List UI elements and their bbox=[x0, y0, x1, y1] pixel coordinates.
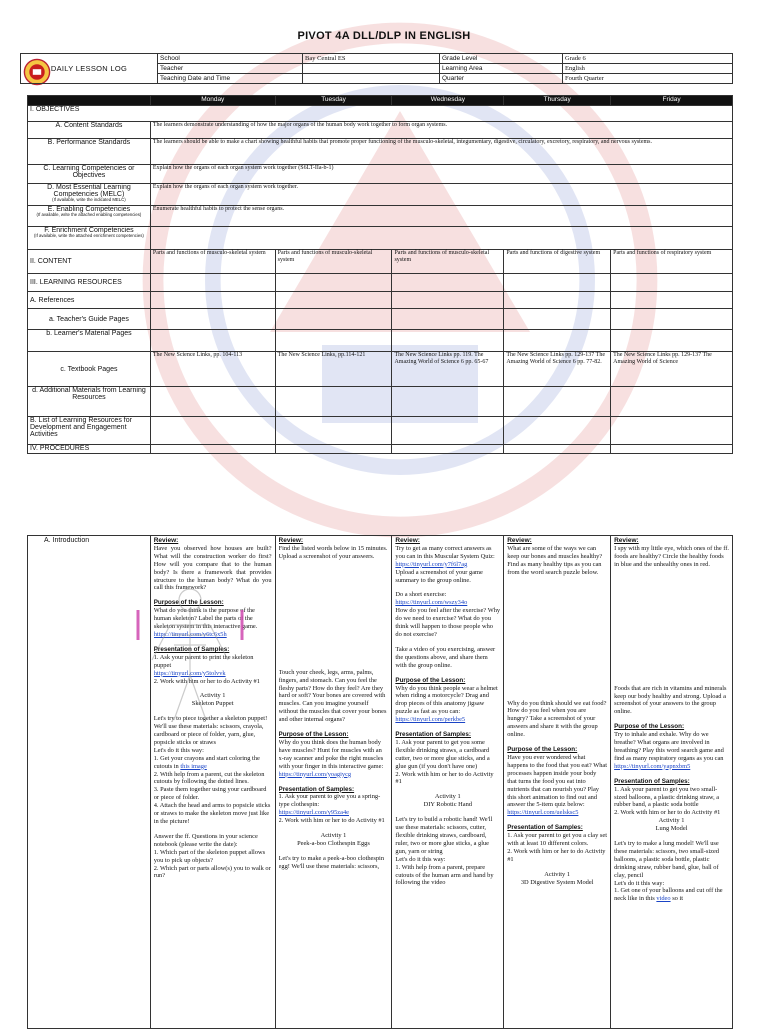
fri-step-1-end: so it bbox=[672, 895, 684, 903]
header-table bbox=[20, 53, 733, 84]
wed-step-1: 1. With help from a parent, prepare cutouts of the human arm and hand by following the video bbox=[395, 863, 494, 887]
wed-video-text: Take a video of you exercising, answer the questions above, and share them with the group online. bbox=[395, 645, 496, 669]
wed-activity-label: Activity 1 bbox=[434, 793, 461, 801]
wed-link-exercise[interactable]: https://tinyurl.com/wszy34o bbox=[395, 599, 468, 607]
tue-wordsearch-space bbox=[279, 561, 389, 669]
tue-samples-1: 1. Ask your parent to give you a spring-type clothespin: bbox=[278, 793, 381, 809]
date-value bbox=[303, 74, 440, 84]
thu-puzzle-space bbox=[507, 577, 607, 700]
thu-purpose-heading: Purpose of the Lesson: bbox=[507, 746, 578, 754]
wed-samples-1: 1. Ask your parent to get you some flexible drinking straws, a cardboard cutter, two or more glue sticks, and a glue gun (if you don't have one) bbox=[395, 738, 490, 770]
wed-act-howto: Let's do it this way: bbox=[395, 855, 446, 863]
day-thursday: Thursday bbox=[504, 96, 611, 106]
content-fri: Parts and functions of respiratory system bbox=[611, 250, 733, 274]
mon-step-2: 2. With help from a parent, cut the skeleton cutouts by following the dotted lines. bbox=[153, 770, 265, 786]
fri-samples-1: 1. Ask your parent to get you two small-sized balloons, a plastic drinking straw, a rubber band, a plastic soda bottle bbox=[614, 785, 720, 809]
mon-purpose-heading: Purpose of the Lesson: bbox=[153, 599, 224, 607]
tue-touch-text: Touch your cheek, legs, arms, palms, fingers, and stomach. Can you feel the fleshy parts? How do they feel? Are they hard or soft? Your bones are covered with muscles. Can you imagine yourself without the muscles that cover your bones and other internal organs? bbox=[278, 668, 387, 724]
skeleton-puppet-image bbox=[130, 580, 250, 730]
tue-purpose-text: Why do you think does the human body have muscles? Hunt for muscles with an x-ray scanner and poke the right muscles with your finger in this interactive game: bbox=[278, 738, 384, 770]
thu-purpose-text: Have you ever wondered what happens to the food that you eat? What processes happen inside your body that turns the food you eat into nutrients that can nourish you? Play this short animation to find out and answer the 5-item quiz below: bbox=[507, 753, 608, 809]
melc-label: D. Most Essential Learning Competencies (MELC) bbox=[47, 184, 131, 198]
page-title: PIVOT 4A DLL/DLP IN ENGLISH bbox=[297, 30, 471, 42]
wed-act-materials: Let's try to build a robotic hand! We'll use these materials: scissors, cutter, flexible drinking straws, cardboard, ruler, two or more glue sticks, a glue gun, yarn or string bbox=[395, 816, 493, 855]
enrich-label-cell bbox=[28, 227, 151, 250]
fri-act-materials: Let's try to make a lung model! We'll use these materials: scissors, two small-sized balloons, a plastic soda bottle, plastic drinking straw, rubber band, glue, ball of clay, pencil bbox=[614, 840, 719, 879]
tb-tue: The New Science Links, pp.114-121 bbox=[275, 352, 392, 387]
enrich-text bbox=[150, 227, 732, 250]
enabling-text: Enumerate healthful habits to protect the sense organs. bbox=[150, 206, 732, 227]
tue-link-clothespin[interactable]: https://tinyurl.com/y95za4e bbox=[278, 809, 349, 817]
lc-label: C. Learning Competencies or Objectives bbox=[28, 165, 151, 184]
melc-note: (If available, write the indicated MELC) bbox=[52, 197, 126, 202]
melc-label-cell bbox=[28, 184, 151, 206]
mon-samples-1: 1. Ask your parent to print the skeleton puppet bbox=[153, 653, 254, 669]
day-tuesday: Tuesday bbox=[275, 96, 392, 106]
fri-link-video[interactable]: video bbox=[656, 895, 671, 903]
content-tue: Parts and functions of musculo-skeletal system bbox=[275, 250, 392, 274]
procedures-label: IV. PROCEDURES bbox=[28, 445, 151, 454]
intro-tuesday bbox=[275, 536, 392, 1029]
mon-act-howto: Let's do it this way: bbox=[153, 746, 204, 754]
intro-friday bbox=[611, 536, 733, 1029]
tue-review-text: Find the listed words below in 15 minutes. Upload a screenshot of your answers. bbox=[278, 544, 388, 560]
school-label: School bbox=[158, 54, 303, 64]
mon-activity-title: Skeleton Puppet bbox=[191, 700, 234, 708]
wed-exercise-text: Do a short exercise: bbox=[395, 591, 447, 599]
mon-link-image[interactable]: this image bbox=[180, 762, 207, 770]
tb-mon: The New Science Links, pp. 104-113 bbox=[150, 352, 275, 387]
wed-purpose-heading: Purpose of the Lesson: bbox=[395, 676, 466, 684]
perf-std-label: B. Performance Standards bbox=[28, 139, 151, 165]
fri-foods-text: Foods that are rich in vitamins and minerals keep our body healthy and strong. Upload a screenshot of your answers to the group online. bbox=[614, 684, 727, 716]
area-value: English bbox=[563, 64, 733, 74]
school-value: Bay Central ES bbox=[303, 54, 440, 64]
tb-thu: The New Science Links pp. 129-137 The Amazing World of Science 6 pp. 77-82. bbox=[504, 352, 611, 387]
fri-review-text: I spy with my little eye, which ones of the ff. foods are healthy? Circle the healthy foods in blue and the unhealthy ones in red. bbox=[614, 544, 729, 568]
thu-activity-label: Activity 1 bbox=[544, 870, 571, 878]
tue-samples-2: 2. Work with him or her to do Activity #1 bbox=[278, 817, 385, 825]
teacher-value bbox=[303, 64, 440, 74]
mon-step-3: 3. Paste them together using your cardboard or piece of folder. bbox=[153, 786, 267, 802]
enrich-note: (If available, write the attached enrichment competencies) bbox=[33, 233, 144, 238]
fri-step-1-wrap bbox=[614, 887, 729, 903]
area-label: Learning Area bbox=[440, 64, 563, 74]
tb-fri: The New Science Links pp. 129-137 The Amazing World of Science bbox=[611, 352, 733, 387]
fri-activity-label: Activity 1 bbox=[658, 817, 685, 825]
content-wed: Parts and functions of musculo-skeletal system bbox=[392, 250, 504, 274]
objectives-heading: I. OBJECTIVES bbox=[28, 106, 733, 122]
mon-question-1: 1. Which part of the skeleton puppet allows you to pick up objects? bbox=[153, 848, 266, 864]
content-std: The learners demonstrate understanding of how the major organs of the human body work together to form organ systems. bbox=[150, 122, 732, 139]
mon-review-heading: Review: bbox=[153, 537, 179, 544]
tue-activity-title: Peek-a-boo Clothespin Eggs bbox=[297, 839, 370, 847]
fri-activity-title: Lung Model bbox=[655, 825, 688, 833]
lesson-table bbox=[27, 95, 733, 454]
tb-wed: The New Science Links pp. 119. The Amazing World of Science 6 pp. 65-67 bbox=[392, 352, 504, 387]
wed-upload-text: Upload a screenshot of your game summary to the group online. bbox=[395, 568, 483, 584]
tb-label: c. Textbook Pages bbox=[28, 352, 151, 387]
enabling-label: E. Enabling Competencies bbox=[47, 206, 131, 213]
thu-samples-heading: Presentation of Samples: bbox=[507, 824, 583, 832]
fri-link-wordsearch[interactable]: https://tinyurl.com/yapnxbm5 bbox=[614, 762, 691, 770]
fri-act-howto: Let's do it this way: bbox=[614, 879, 665, 887]
thu-review-heading: Review: bbox=[507, 537, 532, 544]
add-label: d. Additional Materials from Learning Resources bbox=[28, 387, 151, 417]
wed-purpose-text: Why do you think people wear a helmet when riding a motorcycle? Drag and drop pieces of this anatomy jigsaw puzzle as fast as you can: bbox=[395, 684, 498, 716]
content-mon: Parts and functions of musculo-skeletal system bbox=[150, 250, 275, 274]
quarter-value: Fourth Quarter bbox=[563, 74, 733, 84]
teacher-label: Teacher bbox=[158, 64, 303, 74]
dll-label: DAILY LESSON LOG bbox=[21, 54, 158, 84]
intro-wednesday bbox=[392, 536, 504, 1029]
thu-food-text: Why do you think should we eat food? How do you feel when you are hungry? Take a screenshot of your answers and share it with the group online. bbox=[507, 699, 607, 739]
mon-purpose-text: What do you think is the purpose of the human skeleton? Label the parts of the skeleton system in this interactive game. bbox=[153, 607, 258, 631]
enrich-label: F. Enrichment Competencies bbox=[44, 227, 134, 234]
mon-questions: Answer the ff. Questions in your science notebook (please write the date): bbox=[153, 832, 258, 848]
content-std-label: A. Content Standards bbox=[28, 122, 151, 139]
wed-samples-heading: Presentation of Samples: bbox=[395, 731, 471, 739]
content-label: II. CONTENT bbox=[28, 250, 151, 274]
thu-samples-1: 1. Ask your parent to get you a clay set with at least 10 different colors. bbox=[507, 832, 607, 848]
fri-purpose-text: Try to inhale and exhale. Why do we breathe? What organs are involved in breathing? Play this word search game and find as many respiratory organs as you can bbox=[614, 731, 724, 762]
fri-review-heading: Review: bbox=[614, 537, 639, 544]
fri-foods-space bbox=[614, 569, 729, 685]
resources-label: III. LEARNING RESOURCES bbox=[28, 274, 151, 292]
date-label: Teaching Date and Time bbox=[158, 74, 303, 84]
mon-step-1-wrap bbox=[154, 755, 272, 771]
references-label: A. References bbox=[28, 292, 151, 309]
mon-question-2: 2. Which part or parts allow(s) you to walk or run? bbox=[153, 864, 271, 880]
fri-samples-heading: Presentation of Samples: bbox=[614, 777, 690, 785]
mon-step-4: 4. Attach the head and arms to popsicle sticks or straws to make the skeleton move just like in the picture! bbox=[153, 802, 271, 825]
mon-activity-label: Activity 1 bbox=[199, 692, 226, 700]
day-monday: Monday bbox=[150, 96, 275, 106]
wed-samples-2: 2. Work with him or her to do Activity #1 bbox=[395, 770, 494, 786]
fri-step-1: 1. Get one of your balloons and cut off the neck like in this bbox=[614, 887, 723, 903]
grade-value: Grade 6 bbox=[563, 54, 733, 64]
fri-samples-2: 2. Work with him or her to do Activity #1 bbox=[614, 809, 721, 817]
grade-label: Grade Level bbox=[440, 54, 563, 64]
day-friday: Friday bbox=[611, 96, 733, 106]
mon-samples-heading: Presentation of Samples: bbox=[153, 645, 230, 653]
thu-samples-2: 2. Work with him or her to do Activity #1 bbox=[507, 847, 606, 863]
lc-text: Explain how the organs of each organ system work together (S6LT-IIa-b-1) bbox=[150, 165, 732, 184]
thu-review-text: What are some of the ways we can keep our bones and muscles healthy? Find as many healthy tips as you can from the word search puzzle below. bbox=[507, 544, 603, 576]
day-wednesday: Wednesday bbox=[392, 96, 504, 106]
thu-activity-title: 3D Digestive System Model bbox=[520, 878, 594, 886]
quarter-label: Quarter bbox=[440, 74, 563, 84]
mon-samples-2: 2. Work with him or her to do Activity #1 bbox=[153, 677, 260, 685]
mon-step-1: 1. Get your crayons and start coloring the cutouts in bbox=[153, 754, 260, 770]
lm-label: b. Learner's Material Pages bbox=[28, 330, 151, 352]
mon-link-skeleton-game[interactable]: https://tinyurl.com/y6tc6x5h bbox=[153, 630, 227, 638]
fri-purpose-heading: Purpose of the Lesson: bbox=[614, 723, 685, 731]
wed-feel-text: How do you feel after the exercise? Why do we need to exercise? What do you think will happen to those people who do not exercise? bbox=[395, 607, 501, 638]
wed-activity-title: DIY Robotic Hand bbox=[423, 801, 472, 809]
mon-act-materials: Let's try to piece together a skeleton puppet! We'll use these materials: scissors, crayola, cardboard or piece of folder, yarn, glue, popsicle sticks or straws bbox=[153, 715, 268, 746]
mon-review-text: Have you observed how houses are built? What will the construction worker do first? How will you compare that to the human body? Is there a framework that provides structure to the human body? What do you call this framework? bbox=[153, 544, 272, 592]
melc-text: Explain how the organs of each organ system work together. bbox=[150, 184, 732, 206]
wed-link-jigsaw[interactable]: https://tinyurl.com/perkbe5 bbox=[395, 716, 466, 724]
list-label: B. List of Learning Resources for Development and Engagement Activities bbox=[28, 417, 151, 445]
wed-review-text: Try to get as many correct answers as you can in this Muscular System Quiz: bbox=[395, 544, 495, 560]
tue-samples-heading: Presentation of Samples: bbox=[278, 785, 355, 793]
wed-review-heading: Review: bbox=[395, 537, 420, 544]
tue-act-intro: Let's try to make a peek-a-boo clothespin egg! We'll use these materials: scissors, bbox=[278, 854, 385, 870]
intro-thursday bbox=[504, 536, 611, 1029]
thu-link-animation[interactable]: https://tinyurl.com/uelsksc5 bbox=[507, 809, 579, 817]
intro-label: A. Introduction bbox=[28, 536, 151, 1029]
tue-purpose-heading: Purpose of the Lesson: bbox=[278, 731, 349, 739]
tue-activity-label: Activity 1 bbox=[320, 832, 347, 840]
wed-link-quiz[interactable]: https://tinyurl.com/y7f6l7ag bbox=[395, 560, 468, 568]
tue-link-muscle-game[interactable]: https://tinyurl.com/yoagiycg bbox=[278, 770, 352, 778]
tue-review-heading: Review: bbox=[278, 537, 304, 544]
enabling-label-cell bbox=[28, 206, 151, 227]
mon-link-puppet[interactable]: https://tinyurl.com/y5tolvvk bbox=[153, 669, 226, 677]
tg-label: a. Teacher's Guide Pages bbox=[28, 309, 151, 330]
enabling-note: (If available, write the attached enabling competencies) bbox=[36, 212, 142, 217]
perf-std: The learners should be able to make a chart showing healthful habits that promote proper functioning of the musculo-skeletal, integumentary, digestive, circulatory, excretory, respiratory, and nervous systems. bbox=[150, 139, 732, 165]
days-corner bbox=[28, 96, 151, 106]
content-thu: Parts and functions of digestive system bbox=[504, 250, 611, 274]
